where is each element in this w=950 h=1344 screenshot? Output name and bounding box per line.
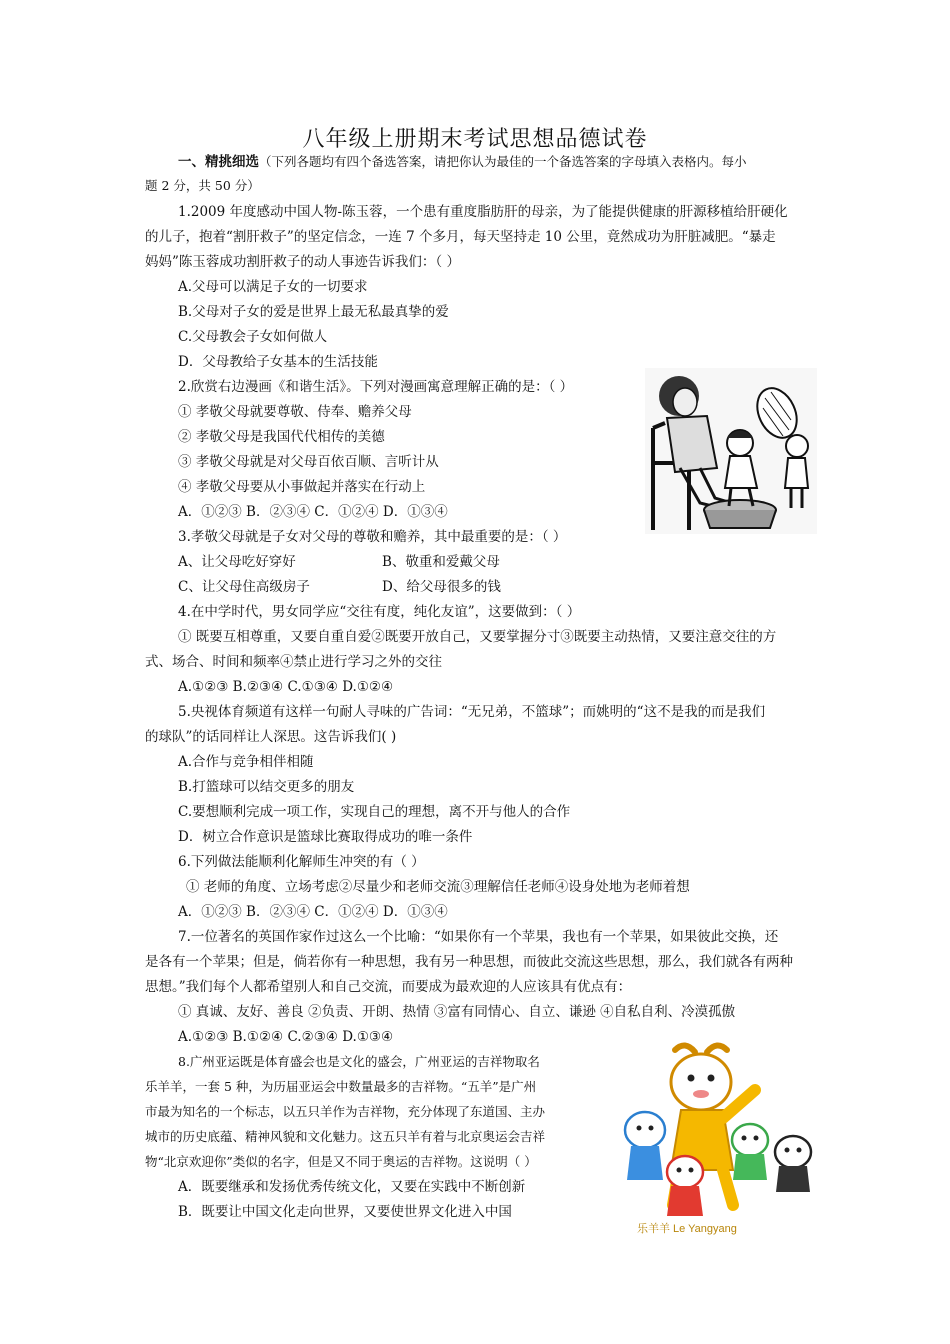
q1-stem-line-1: 1.2009 年度感动中国人物-陈玉蓉，一个患有重度脂肪肝的母亲，为了能提供健康的肝源移植给肝硬化 [178,204,788,220]
q1-option-a: A.父母可以满足子女的一切要求 [178,279,368,295]
section-instruction [178,152,747,172]
q3-option-b: B、敬重和爱戴父母 [382,554,500,570]
q5-stem-line-2: 的球队”的话同样让人深思。这告诉我们( ) [145,729,397,745]
q1-stem-line-2: 的儿子，抱着“割肝救子”的坚定信念，一连 7 个多月，每天坚持走 10 公里，竟然成功为肝脏减肥。“暴走 [145,229,776,245]
q5-option-b: B.打篮球可以结交更多的朋友 [178,779,355,795]
q5-option-c: C.要想顺利完成一项工作，实现自己的理想，离不开与他人的合作 [178,804,571,820]
instruction-text-a: （下列各题均有四个备选答案，请把你认为最佳的一个备选答案的字母填入表格内。每小 [259,154,747,169]
q8-stem-line-2: 乐羊羊，一套 5 种，为历届亚运会中数量最多的吉祥物。“五羊”是广州 [145,1079,537,1094]
q1-option-c: C.父母教会子女如何做人 [178,329,328,345]
q6-statements: ① 老师的角度、立场考虑②尽量少和老师交流③理解信任老师④设身处地为老师着想 [186,879,690,895]
q8-stem-line-1: 8.广州亚运既是体育盛会也是文化的盛会，广州亚运的吉祥物取名 [178,1054,540,1069]
mascot-caption: 乐羊羊 Le Yangyang [637,1223,737,1235]
q3-stem: 3.孝敬父母就是子女对父母的尊敬和赡养，其中最重要的是：（ ） [178,529,567,545]
q8-stem-line-4: 城市的历史底蕴、精神风貌和文化魅力。这五只羊有着与北京奥运会吉祥 [145,1129,546,1144]
q8-stem-line-5: 物“北京欢迎你”类似的名字，但是又不同于奥运的吉祥物。这说明（ ） [145,1154,537,1169]
q8-option-b: B．既要让中国文化走向世界，又要使世界文化进入中国 [178,1204,512,1220]
q5-option-a: A.合作与竞争相伴相随 [178,754,314,770]
q7-stem-line-3: 思想。”我们每个人都希望别人和自己交流，而要成为最欢迎的人应该具有优点有： [145,979,632,995]
q4-options: A.①②③ B.②③④ C.①③④ D.①②④ [178,679,394,695]
q4-statements-line-2: 式、场合、时间和频率④禁止进行学习之外的交往 [145,654,442,670]
q2-statement-4: ④ 孝敬父母要从小事做起并落实在行动上 [178,479,426,495]
q7-stem-line-2: 是各有一个苹果；但是，倘若你有一种思想，我有另一种思想，而彼此交流这些思想，那么，我们就各有两种 [145,954,793,970]
harmony-life-cartoon [645,368,817,534]
q5-option-d: D．树立合作意识是篮球比赛取得成功的唯一条件 [178,829,473,845]
cartoon-drawing [645,368,817,534]
le-yangyang-mascot-image [615,1040,825,1240]
mascot-drawing [615,1040,825,1220]
q6-options: A．①②③ B．②③④ C．①②④ D．①③④ [178,904,448,920]
q2-statement-3: ③ 孝敬父母就是对父母百依百顺、言听计从 [178,454,439,470]
q4-statements-line-1: ① 既要互相尊重，又要自重自爱②既要开放自己，又要掌握分寸③既要主动热情，又要注意交往的方 [178,629,777,645]
q5-stem-line-1: 5.央视体育频道有这样一句耐人寻味的广告词：“无兄弟，不篮球”；而姚明的“这不是我的而是我们 [178,704,766,720]
instruction-text-b: 题 2 分，共 50 分） [145,178,260,193]
q8-stem-line-3: 市最为知名的一个标志，以五只羊作为吉祥物，充分体现了东道国、主办 [145,1104,546,1119]
q1-stem-line-3: 妈妈”陈玉蓉成功割肝救子的动人事迹告诉我们：（ ） [145,254,460,270]
q7-stem-line-1: 7.一位著名的英国作家作过这么一个比喻：“如果你有一个苹果，我也有一个苹果，如果彼此交换，还 [178,929,779,945]
q1-option-d: D．父母教给子女基本的生活技能 [178,354,378,370]
q7-statements: ① 真诚、友好、善良 ②负责、开朗、热情 ③富有同情心、自立、谦逊 ④自私自利、冷漠孤傲 [178,1004,736,1020]
q2-stem: 2.欣赏右边漫画《和谐生活》。下列对漫画寓意理解正确的是：（ ） [178,379,574,395]
q3-option-c: C、让父母住高级房子 [178,579,310,595]
q7-options: A.①②③ B.①②④ C.②③④ D.①③④ [178,1029,394,1045]
q2-statement-1: ① 孝敬父母就要尊敬、侍奉、赡养父母 [178,404,412,420]
page-title: 八年级上册期末考试思想品德试卷 [302,127,648,152]
q6-stem: 6.下列做法能顺利化解师生冲突的有（ ） [178,854,425,870]
q4-stem: 4.在中学时代，男女同学应“交往有度，纯化友谊”，这要做到：（ ） [178,604,581,620]
q8-option-a: A．既要继承和发扬优秀传统文化，又要在实践中不断创新 [178,1179,526,1195]
q2-options: A．①②③ B．②③④ C．①②④ D．①③④ [178,504,448,520]
q3-option-d: D、给父母很多的钱 [382,579,501,595]
section-heading: 一、精挑细选 [178,154,259,170]
q3-option-a: A、让父母吃好穿好 [178,554,296,570]
q2-statement-2: ② 孝敬父母是我国代代相传的美德 [178,429,385,445]
q1-option-b: B.父母对子女的爱是世界上最无私最真挚的爱 [178,304,449,320]
